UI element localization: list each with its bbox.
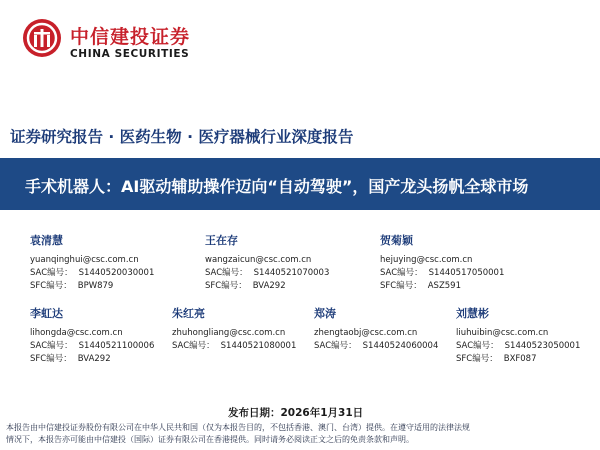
author-name: 朱红亮	[172, 307, 205, 320]
author-email[interactable]: zhengtaobj@csc.com.cn	[314, 328, 418, 338]
author-email[interactable]: wangzaicun@csc.com.cn	[205, 255, 312, 265]
title-banner	[0, 158, 600, 210]
author-sac: SAC编号： S1440521080001	[172, 341, 297, 351]
author-email[interactable]: hejuying@csc.com.cn	[380, 255, 473, 265]
author-sfc: SFC编号： ASZ591	[380, 281, 461, 291]
author-sfc: SFC编号： BPW879	[30, 281, 114, 291]
author-sac: SAC编号： S1440520030001	[30, 268, 155, 278]
report-title: 手术机器人：AI驱动辅助操作迈向“自动驾驶”，国产龙头扬帆全球市场	[25, 177, 529, 196]
disclaimer	[6, 422, 594, 446]
author-email[interactable]: lihongda@csc.com.cn	[30, 328, 123, 338]
brand-name-en: CHINA SECURITIES	[70, 48, 190, 60]
brand-name-cn: 中信建投证券	[70, 26, 191, 48]
author-name: 李虹达	[30, 307, 63, 320]
disclaimer-line: 本报告由中信建投证券股份有限公司在中华人民共和国（仅为本报告目的，不包括香港、澳门、台湾）提供。在遵守适用的法律法规	[6, 423, 470, 432]
publish-date: 发布日期：2026年1月31日	[228, 407, 364, 419]
author-card	[456, 306, 600, 366]
author-sfc: SFC编号： BVA292	[30, 354, 111, 364]
disclaimer-line: 情况下，本报告亦可能由中信建投（国际）证券有限公司在香港提供。同时请务必阅读正文之后的免责条款和声明。	[6, 435, 414, 444]
author-card	[30, 233, 200, 293]
author-sfc: SFC编号： BVA292	[205, 281, 286, 291]
author-name: 刘慧彬	[456, 307, 489, 320]
author-email[interactable]: zhuhongliang@csc.com.cn	[172, 328, 286, 338]
author-sac: SAC编号： S1440524060004	[314, 341, 439, 351]
author-sac: SAC编号： S1440521070003	[205, 268, 330, 278]
author-sfc: SFC编号： BXF087	[456, 354, 537, 364]
author-name: 贺菊颖	[380, 234, 413, 247]
author-name: 王在存	[205, 234, 238, 247]
author-sac: SAC编号： S1440521100006	[30, 341, 155, 351]
author-email[interactable]: yuanqinghui@csc.com.cn	[30, 255, 139, 265]
author-name: 袁清慧	[30, 234, 63, 247]
company-logo	[22, 18, 212, 64]
citic-logo-icon	[22, 18, 62, 58]
report-category: 证券研究报告 · 医药生物 · 医疗器械行业深度报告	[10, 128, 354, 146]
author-email[interactable]: liuhuibin@csc.com.cn	[456, 328, 549, 338]
author-sac: SAC编号： S1440523050001	[456, 341, 581, 351]
author-name: 郑涛	[314, 307, 336, 320]
author-card	[205, 233, 375, 293]
author-card	[380, 233, 550, 293]
author-sac: SAC编号： S1440517050001	[380, 268, 505, 278]
